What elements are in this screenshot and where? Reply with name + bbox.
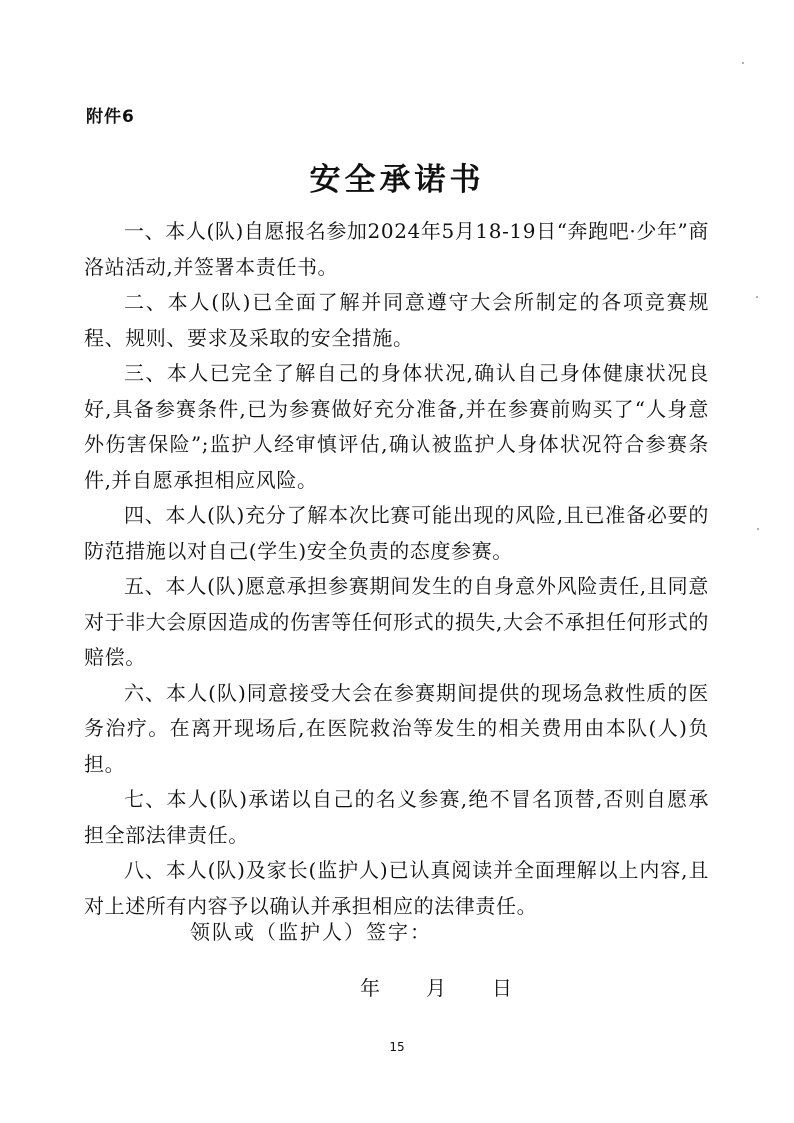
clause-3: 三、本人已完全了解自己的身体状况,确认自己身体健康状况良好,具备参赛条件,已为参赛做好充分准备,并在参赛前购买了“人身意外伤害保险”;监护人经审慎评估,确认被监护人身体状况符合参赛条件,并自愿承担相应风险。 <box>84 361 709 492</box>
clause-8: 八、本人(队)及家长(监护人)已认真阅读并全面理解以上内容,且对上述所有内容予以确认并承担相应的法律责任。 <box>84 858 709 918</box>
clause-6: 六、本人(队)同意接受大会在参赛期间提供的现场急救性质的医务治疗。在离开现场后,在医院救治等发生的相关费用由本队(人)负担。 <box>84 680 709 776</box>
date-line <box>360 972 512 1001</box>
scan-speck <box>742 62 744 64</box>
document-title: 安全承诺书 <box>309 162 485 198</box>
date-day-label: 日 <box>492 976 512 1000</box>
date-year-label: 年 <box>360 976 380 1000</box>
date-month-label: 月 <box>426 976 446 1000</box>
attachment-label: 附件6 <box>86 107 135 127</box>
scan-speck <box>756 296 758 298</box>
clause-list <box>84 214 709 924</box>
scan-speck <box>757 528 759 530</box>
clause-2: 二、本人(队)已全面了解并同意遵守大会所制定的各项竞赛规程、规则、要求及采取的安全措施。 <box>84 290 709 350</box>
clause-7: 七、本人(队)承诺以自己的名义参赛,绝不冒名顶替,否则自愿承担全部法律责任。 <box>84 787 709 847</box>
signature-label: 领队或（监护人）签字： <box>190 920 432 944</box>
page-number: 15 <box>389 1040 405 1054</box>
clause-5: 五、本人(队)愿意承担参赛期间发生的自身意外风险责任,且同意对于非大会原因造成的伤害等任何形式的损失,大会不承担任何形式的赔偿。 <box>84 574 709 669</box>
clause-1: 一、本人(队)自愿报名参加2024年5月18-19日“奔跑吧·少年”商洛站活动,并签署本责任书。 <box>84 219 709 279</box>
clause-4: 四、本人(队)充分了解本次比赛可能出现的风险,且已准备必要的防范措施以对自己(学生)安全负责的态度参赛。 <box>84 503 709 563</box>
